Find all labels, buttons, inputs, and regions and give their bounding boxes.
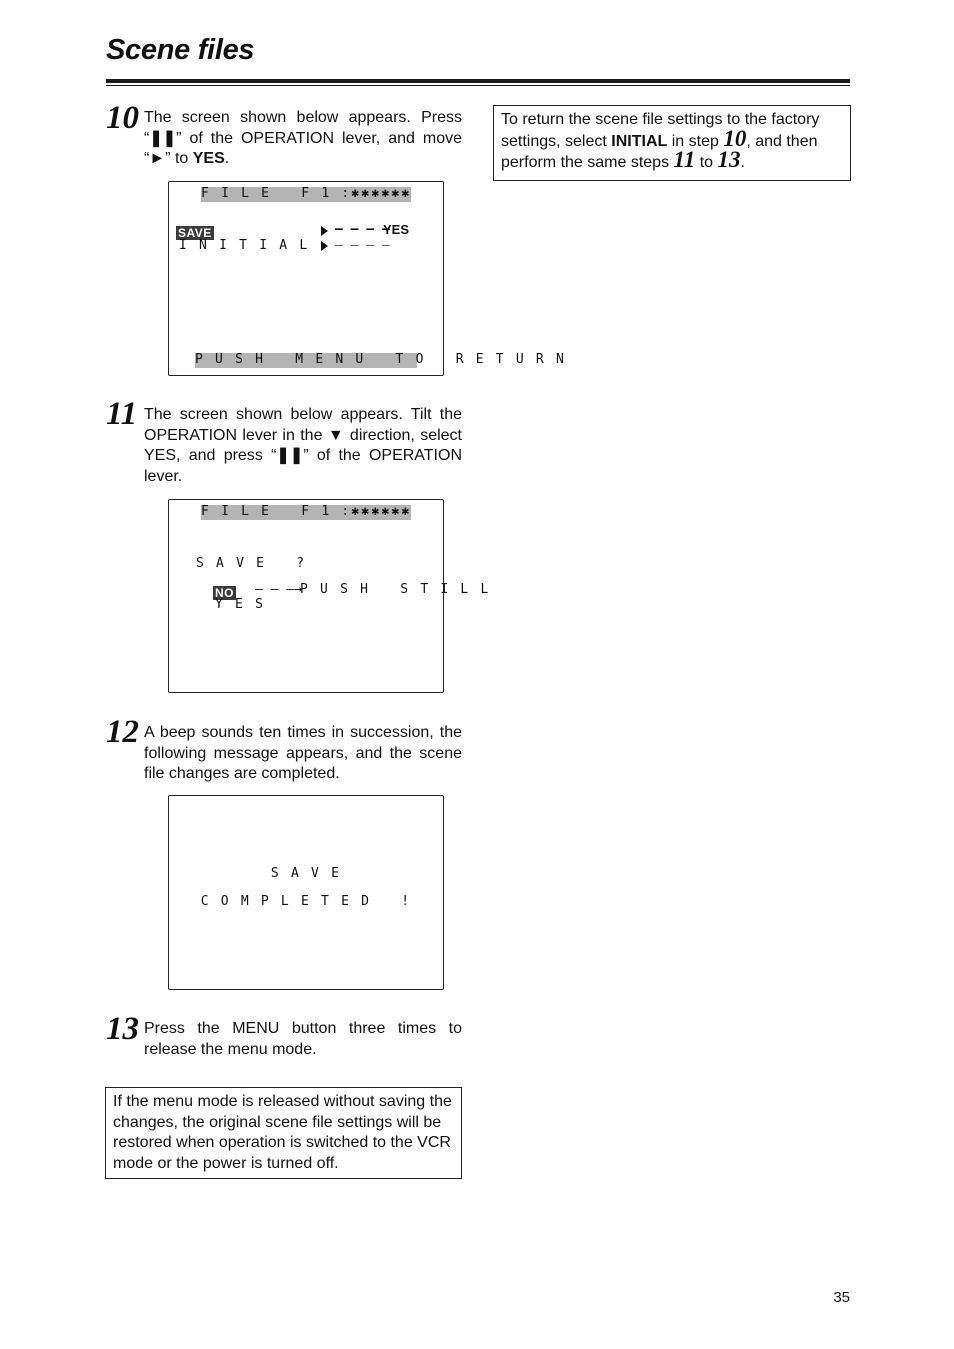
pause-icon: ❚❚: [276, 447, 304, 464]
save-option-highlight: SAVE: [178, 226, 212, 240]
initial-option: I N I T I A L: [179, 238, 310, 253]
step-ref: 11: [673, 147, 696, 173]
step-10-text: The screen shown below appears. Press “❚❚” of the OPERATION lever, and move “►” to YES.: [144, 109, 462, 167]
step-13-number: 13: [106, 1011, 139, 1047]
step-13-text: Press the MENU button three times to release the menu mode.: [144, 1020, 462, 1058]
step-10-number: 10: [106, 100, 139, 136]
save-message: S A V E: [270, 866, 342, 881]
play-arrow-icon: ►: [149, 150, 166, 167]
screen-file-menu: [168, 181, 566, 376]
step-ref: 13: [717, 147, 741, 173]
screen-header: F I L E F 1 :✱✱✱✱✱✱: [201, 186, 412, 201]
page-title: Scene files: [106, 34, 255, 66]
title-rule: [106, 79, 850, 83]
step-ref: 10: [723, 125, 747, 151]
step-11-text: The screen shown below appears. Tilt the OPERATION lever in the ▼ direction, select YES, and press “❚❚” of the OPERATION lever.: [144, 406, 463, 485]
completed-message: C O M P L E T E D !: [200, 894, 412, 909]
save-question: S A V E ?: [196, 556, 307, 571]
step-12-number: 12: [106, 714, 139, 750]
pause-icon: ❚❚: [149, 129, 177, 147]
yes-option: Y E S: [215, 597, 266, 612]
note-factory-reset: To return the scene file settings to the factory settings, select INITIAL in step 10, and then perform the same steps 11 to 13.: [493, 105, 851, 181]
save-value: YES: [383, 222, 410, 237]
note-menu-release: If the menu mode is released without saving the changes, the original scene file settings will be restored when operation is switched to the VCR mode or the power is turned off.: [105, 1087, 462, 1179]
step-11-number: 11: [106, 396, 138, 432]
screen-save-completed: [168, 795, 444, 990]
arrow-icon: [321, 241, 328, 251]
dashed-arrow-icon: – – –→: [255, 582, 302, 597]
arrow-icon: [321, 226, 328, 236]
screen-save-confirm: [168, 499, 491, 693]
push-still-hint: P U S H S T I L L: [300, 582, 491, 597]
no-option-highlight: NO: [215, 586, 234, 600]
screen-header: F I L E F 1 :✱✱✱✱✱✱: [201, 504, 412, 519]
screen-footer: P U S H M E N U T O R E T U R N: [195, 352, 566, 367]
down-triangle-icon: ▼: [327, 426, 345, 444]
page-number: 35: [833, 1289, 850, 1306]
save-dashes: – – – –: [335, 222, 390, 237]
step-12-text: A beep sounds ten times in succession, the following message appears, and the scene file changes are completed.: [144, 724, 462, 782]
initial-dashes: – – – –: [335, 238, 390, 253]
title-rule-thin: [106, 85, 850, 86]
